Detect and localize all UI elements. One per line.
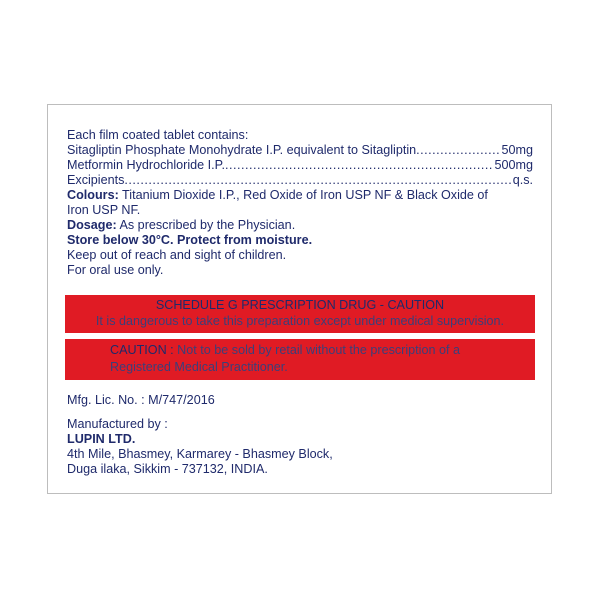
colours-line-2: Iron USP NF.	[67, 203, 141, 217]
schedule-g-text: It is dangerous to take this preparation except under medical supervision.	[95, 313, 505, 328]
composition-heading: Each film coated tablet contains:	[67, 128, 249, 142]
schedule-g-band	[65, 295, 535, 333]
manufacturer-address-2: Duga ilaka, Sikkim - 737132, INDIA.	[67, 462, 268, 476]
dot-leader	[416, 143, 501, 158]
ingredient-name: Metformin Hydrochloride I.P.	[67, 158, 225, 172]
ingredient-name: Sitagliptin Phosphate Monohydrate I.P. equivalent to Sitagliptin	[67, 143, 417, 157]
dosage-line	[67, 218, 533, 233]
storage-line: Store below 30°C. Protect from moisture.	[67, 233, 313, 247]
ingredient-qty: q.s.	[512, 173, 533, 187]
manufacturer-name: LUPIN LTD.	[67, 432, 136, 446]
ingredient-row	[67, 173, 533, 188]
caution-label: CAUTION :	[110, 343, 174, 357]
manufacturer-address-1: 4th Mile, Bhasmey, Karmarey - Bhasmey Block,	[67, 447, 333, 461]
caution-line-1	[110, 342, 535, 359]
schedule-g-title: SCHEDULE G PRESCRIPTION DRUG - CAUTION	[155, 298, 445, 312]
oral-use-line: For oral use only.	[67, 263, 164, 277]
dot-leader	[225, 158, 495, 173]
keep-out-line: Keep out of reach and sight of children.	[67, 248, 287, 262]
dosage-text: As prescribed by the Physician.	[116, 218, 296, 232]
ingredient-qty: 500mg	[494, 158, 533, 172]
medicine-label-panel	[47, 104, 552, 494]
composition-section	[67, 128, 533, 278]
manufacturer-section	[67, 417, 527, 477]
colours-label: Colours:	[67, 188, 119, 202]
ingredient-row	[67, 143, 533, 158]
manufactured-by-label: Manufactured by :	[67, 417, 168, 431]
ingredient-name: Excipients	[67, 173, 125, 187]
ingredient-row	[67, 158, 533, 173]
caution-text-1: Not to be sold by retail without the prescription of a	[173, 343, 460, 357]
colours-line	[67, 188, 533, 203]
caution-text-2: Registered Medical Practitioner.	[110, 360, 288, 374]
ingredient-qty: 50mg	[501, 143, 533, 157]
colours-text: Titanium Dioxide I.P., Red Oxide of Iron USP NF & Black Oxide of	[118, 188, 488, 202]
caution-band	[65, 339, 535, 380]
mfg-license: Mfg. Lic. No. : M/747/2016	[67, 393, 215, 407]
dot-leader	[124, 173, 512, 188]
dosage-label: Dosage:	[67, 218, 117, 232]
